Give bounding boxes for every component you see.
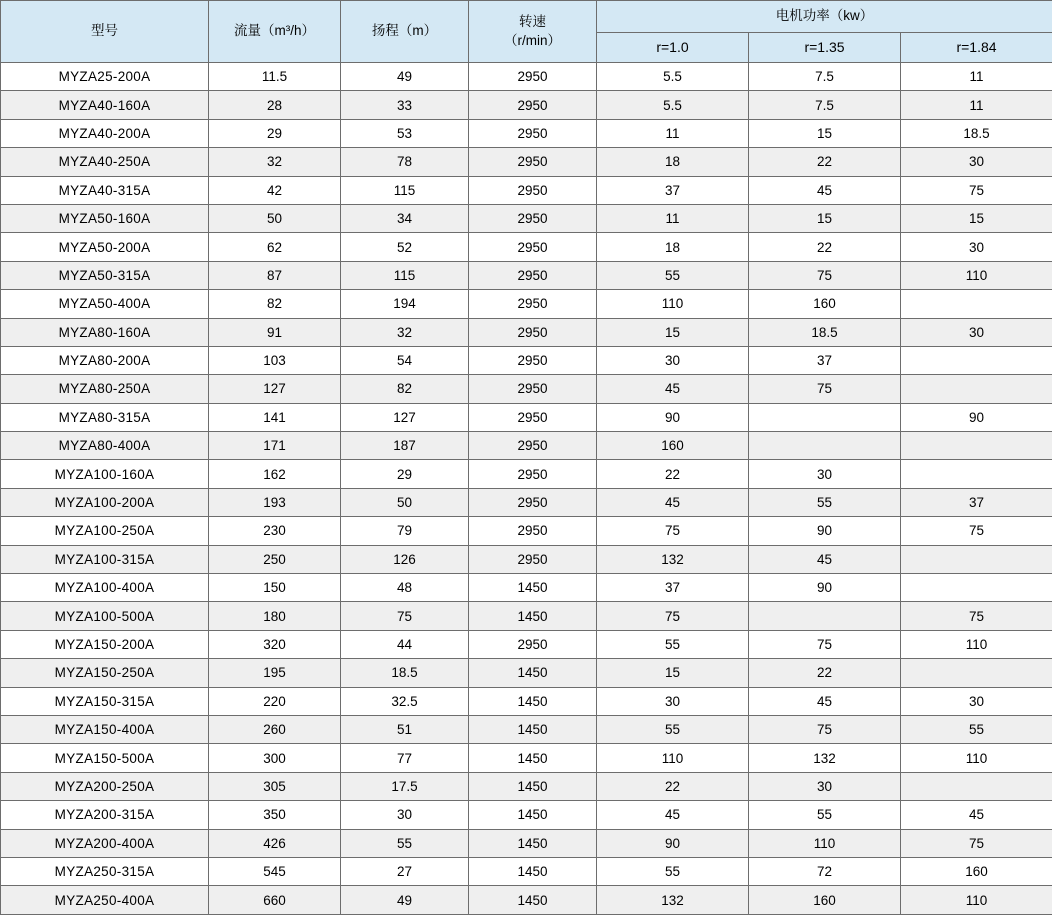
cell-power-r184: 160 [901,857,1052,885]
cell-speed: 1450 [469,744,597,772]
column-header-power-group: 电机功率（kw） [597,1,1052,33]
cell-power-r1: 55 [597,857,749,885]
cell-power-r135: 45 [749,545,901,573]
cell-power-r184: 75 [901,517,1052,545]
cell-head: 194 [341,290,469,318]
cell-power-r1: 75 [597,517,749,545]
table-row [1,119,1052,147]
cell-power-r184: 37 [901,488,1052,516]
cell-head: 53 [341,119,469,147]
cell-flow: 141 [209,403,341,431]
cell-speed: 1450 [469,659,597,687]
cell-head: 79 [341,517,469,545]
cell-power-r1: 90 [597,829,749,857]
cell-speed: 2950 [469,233,597,261]
cell-head: 32 [341,318,469,346]
cell-head: 115 [341,176,469,204]
cell-head: 55 [341,829,469,857]
cell-speed: 2950 [469,290,597,318]
cell-head: 187 [341,432,469,460]
cell-power-r135: 55 [749,488,901,516]
cell-power-r1: 55 [597,715,749,743]
cell-model: MYZA100-200A [1,488,209,516]
cell-power-r184: 30 [901,233,1052,261]
header-row-primary [1,1,1052,33]
table-row [1,375,1052,403]
cell-power-r135: 75 [749,630,901,658]
cell-head: 49 [341,886,469,914]
cell-power-r184 [901,346,1052,374]
cell-model: MYZA100-250A [1,517,209,545]
cell-head: 82 [341,375,469,403]
table-row [1,602,1052,630]
cell-power-r1: 11 [597,204,749,232]
cell-speed: 2950 [469,432,597,460]
cell-power-r184: 110 [901,886,1052,914]
cell-power-r184: 75 [901,176,1052,204]
table-row [1,659,1052,687]
table-body [1,63,1052,915]
cell-speed: 1450 [469,772,597,800]
cell-power-r184 [901,545,1052,573]
cell-speed: 1450 [469,886,597,914]
table-row [1,233,1052,261]
cell-power-r135: 90 [749,574,901,602]
cell-power-r1: 15 [597,659,749,687]
cell-power-r184 [901,659,1052,687]
cell-flow: 91 [209,318,341,346]
cell-power-r135: 75 [749,375,901,403]
table-row [1,886,1052,914]
cell-power-r1: 110 [597,744,749,772]
table-row [1,346,1052,374]
table-row [1,772,1052,800]
cell-power-r1: 55 [597,630,749,658]
cell-head: 33 [341,91,469,119]
cell-power-r184: 55 [901,715,1052,743]
cell-power-r1: 37 [597,176,749,204]
cell-speed: 1450 [469,801,597,829]
cell-speed: 2950 [469,630,597,658]
cell-power-r184: 90 [901,403,1052,431]
cell-power-r184: 110 [901,744,1052,772]
cell-speed: 1450 [469,857,597,885]
cell-flow: 29 [209,119,341,147]
table-row [1,488,1052,516]
cell-model: MYZA40-160A [1,91,209,119]
cell-speed: 2950 [469,91,597,119]
cell-flow: 50 [209,204,341,232]
cell-power-r135: 7.5 [749,63,901,91]
cell-power-r135: 45 [749,687,901,715]
cell-model: MYZA150-500A [1,744,209,772]
cell-speed: 2950 [469,261,597,289]
table-row [1,148,1052,176]
cell-model: MYZA150-315A [1,687,209,715]
cell-power-r184 [901,574,1052,602]
cell-power-r135: 75 [749,261,901,289]
cell-power-r184 [901,772,1052,800]
column-header-power-r1: r=1.0 [597,33,749,63]
cell-head: 50 [341,488,469,516]
cell-model: MYZA100-500A [1,602,209,630]
table-row [1,574,1052,602]
column-header-model: 型号 [1,1,209,63]
column-header-power-r184: r=1.84 [901,33,1052,63]
cell-flow: 11.5 [209,63,341,91]
cell-speed: 2950 [469,545,597,573]
table-row [1,517,1052,545]
cell-power-r1: 5.5 [597,91,749,119]
table-header [1,1,1052,63]
cell-flow: 171 [209,432,341,460]
cell-speed: 2950 [469,375,597,403]
cell-power-r135: 30 [749,460,901,488]
cell-head: 27 [341,857,469,885]
column-header-speed-line1: 转速 [470,13,595,31]
cell-flow: 193 [209,488,341,516]
cell-speed: 2950 [469,517,597,545]
cell-model: MYZA50-315A [1,261,209,289]
cell-model: MYZA80-315A [1,403,209,431]
cell-model: MYZA200-250A [1,772,209,800]
cell-head: 77 [341,744,469,772]
cell-power-r1: 55 [597,261,749,289]
cell-model: MYZA50-200A [1,233,209,261]
cell-power-r1: 45 [597,488,749,516]
cell-power-r135: 22 [749,148,901,176]
cell-power-r1: 110 [597,290,749,318]
cell-power-r135: 15 [749,119,901,147]
cell-power-r135 [749,403,901,431]
cell-power-r184: 18.5 [901,119,1052,147]
cell-power-r1: 45 [597,801,749,829]
cell-model: MYZA100-315A [1,545,209,573]
cell-head: 78 [341,148,469,176]
cell-model: MYZA100-400A [1,574,209,602]
cell-power-r135: 22 [749,659,901,687]
cell-flow: 545 [209,857,341,885]
cell-power-r1: 5.5 [597,63,749,91]
column-header-speed-line2: （r/min） [470,32,595,50]
cell-model: MYZA150-250A [1,659,209,687]
table-row [1,687,1052,715]
cell-head: 32.5 [341,687,469,715]
cell-flow: 195 [209,659,341,687]
cell-model: MYZA250-315A [1,857,209,885]
cell-power-r184: 11 [901,91,1052,119]
column-header-power-r135: r=1.35 [749,33,901,63]
cell-head: 48 [341,574,469,602]
cell-flow: 320 [209,630,341,658]
cell-power-r135: 30 [749,772,901,800]
cell-power-r1: 132 [597,545,749,573]
cell-power-r184: 30 [901,318,1052,346]
cell-speed: 2950 [469,318,597,346]
table-row [1,176,1052,204]
cell-flow: 426 [209,829,341,857]
cell-flow: 230 [209,517,341,545]
cell-flow: 260 [209,715,341,743]
cell-power-r135: 18.5 [749,318,901,346]
cell-power-r135: 90 [749,517,901,545]
cell-power-r135: 7.5 [749,91,901,119]
cell-model: MYZA50-160A [1,204,209,232]
cell-power-r135: 45 [749,176,901,204]
cell-head: 75 [341,602,469,630]
cell-model: MYZA40-200A [1,119,209,147]
cell-model: MYZA80-400A [1,432,209,460]
cell-speed: 2950 [469,176,597,204]
cell-flow: 220 [209,687,341,715]
cell-head: 17.5 [341,772,469,800]
cell-flow: 32 [209,148,341,176]
table-row [1,403,1052,431]
cell-head: 127 [341,403,469,431]
cell-power-r1: 30 [597,346,749,374]
cell-power-r184: 15 [901,204,1052,232]
table-row [1,91,1052,119]
cell-model: MYZA100-160A [1,460,209,488]
table-row [1,290,1052,318]
table-row [1,318,1052,346]
cell-head: 126 [341,545,469,573]
column-header-head: 扬程（m） [341,1,469,63]
table-row [1,829,1052,857]
cell-power-r135: 160 [749,886,901,914]
cell-head: 44 [341,630,469,658]
cell-power-r135: 160 [749,290,901,318]
cell-model: MYZA40-250A [1,148,209,176]
cell-head: 49 [341,63,469,91]
cell-power-r184: 75 [901,829,1052,857]
table-row [1,63,1052,91]
cell-power-r1: 22 [597,772,749,800]
cell-flow: 42 [209,176,341,204]
cell-power-r135: 132 [749,744,901,772]
table-row [1,432,1052,460]
cell-power-r135: 37 [749,346,901,374]
table-row [1,261,1052,289]
cell-speed: 2950 [469,403,597,431]
cell-model: MYZA200-315A [1,801,209,829]
cell-model: MYZA50-400A [1,290,209,318]
cell-flow: 62 [209,233,341,261]
table-row [1,715,1052,743]
cell-power-r184 [901,460,1052,488]
cell-power-r135: 75 [749,715,901,743]
cell-flow: 127 [209,375,341,403]
cell-speed: 2950 [469,346,597,374]
cell-speed: 1450 [469,602,597,630]
cell-flow: 28 [209,91,341,119]
cell-head: 29 [341,460,469,488]
cell-power-r135: 55 [749,801,901,829]
cell-flow: 82 [209,290,341,318]
cell-flow: 250 [209,545,341,573]
cell-power-r135: 72 [749,857,901,885]
table-row [1,545,1052,573]
cell-power-r135: 15 [749,204,901,232]
cell-flow: 300 [209,744,341,772]
cell-power-r135 [749,602,901,630]
cell-head: 30 [341,801,469,829]
cell-power-r1: 18 [597,148,749,176]
cell-speed: 2950 [469,460,597,488]
column-header-flow-text: 流量（m³/h） [234,23,315,38]
cell-flow: 162 [209,460,341,488]
cell-model: MYZA40-315A [1,176,209,204]
table-row [1,857,1052,885]
cell-power-r1: 160 [597,432,749,460]
table-row [1,630,1052,658]
cell-speed: 1450 [469,574,597,602]
cell-head: 34 [341,204,469,232]
cell-flow: 150 [209,574,341,602]
cell-power-r184: 11 [901,63,1052,91]
cell-model: MYZA80-250A [1,375,209,403]
cell-flow: 350 [209,801,341,829]
cell-head: 18.5 [341,659,469,687]
cell-power-r1: 30 [597,687,749,715]
cell-speed: 2950 [469,119,597,147]
cell-model: MYZA80-200A [1,346,209,374]
table-row [1,460,1052,488]
cell-power-r184: 75 [901,602,1052,630]
cell-speed: 1450 [469,687,597,715]
cell-head: 54 [341,346,469,374]
cell-model: MYZA80-160A [1,318,209,346]
cell-model: MYZA150-200A [1,630,209,658]
cell-model: MYZA250-400A [1,886,209,914]
cell-flow: 660 [209,886,341,914]
cell-flow: 103 [209,346,341,374]
cell-speed: 1450 [469,829,597,857]
cell-model: MYZA25-200A [1,63,209,91]
cell-flow: 180 [209,602,341,630]
cell-speed: 2950 [469,63,597,91]
cell-flow: 305 [209,772,341,800]
cell-model: MYZA200-400A [1,829,209,857]
column-header-speed [469,1,597,63]
cell-power-r1: 37 [597,574,749,602]
cell-model: MYZA150-400A [1,715,209,743]
cell-power-r1: 11 [597,119,749,147]
cell-power-r135: 110 [749,829,901,857]
cell-power-r135: 22 [749,233,901,261]
cell-head: 51 [341,715,469,743]
cell-power-r1: 45 [597,375,749,403]
cell-flow: 87 [209,261,341,289]
cell-power-r1: 75 [597,602,749,630]
cell-power-r184: 110 [901,630,1052,658]
table-row [1,801,1052,829]
table-row [1,744,1052,772]
cell-power-r1: 90 [597,403,749,431]
table-row [1,204,1052,232]
cell-speed: 1450 [469,715,597,743]
cell-speed: 2950 [469,148,597,176]
cell-power-r184: 30 [901,687,1052,715]
cell-speed: 2950 [469,488,597,516]
cell-power-r184 [901,432,1052,460]
cell-power-r184: 110 [901,261,1052,289]
column-header-flow [209,1,341,63]
cell-power-r184: 30 [901,148,1052,176]
cell-power-r184 [901,375,1052,403]
cell-power-r1: 132 [597,886,749,914]
cell-power-r184: 45 [901,801,1052,829]
cell-power-r184 [901,290,1052,318]
cell-power-r1: 15 [597,318,749,346]
cell-head: 52 [341,233,469,261]
cell-power-r1: 22 [597,460,749,488]
cell-power-r1: 18 [597,233,749,261]
cell-power-r135 [749,432,901,460]
cell-head: 115 [341,261,469,289]
cell-speed: 2950 [469,204,597,232]
